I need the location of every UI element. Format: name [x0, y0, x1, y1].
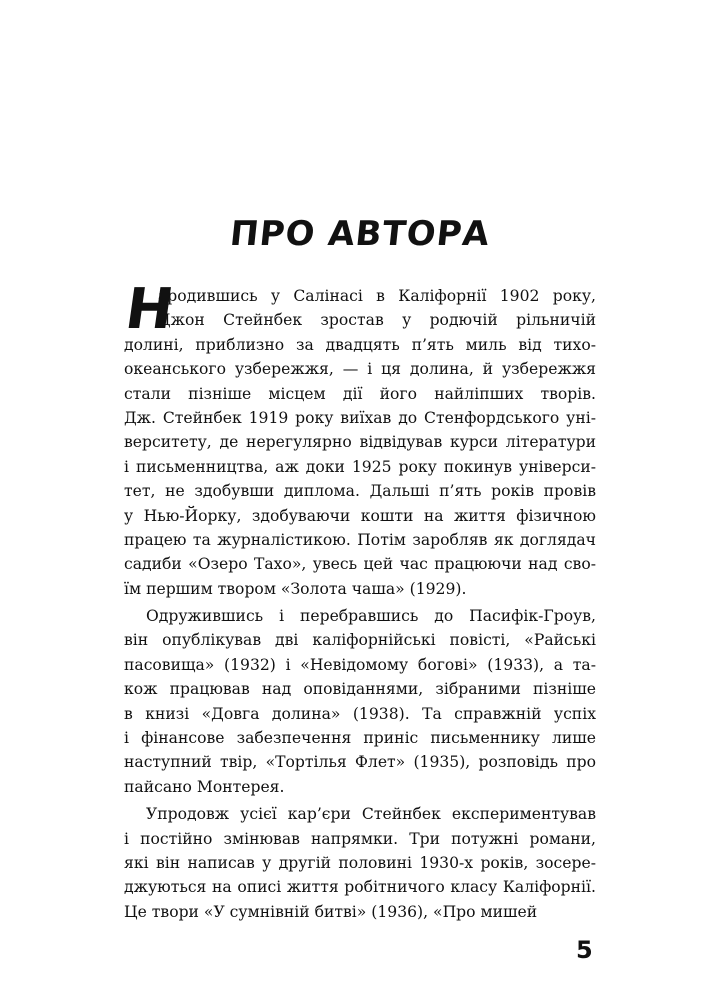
drop-cap: Н [121, 277, 178, 342]
text-line: які він написав у другій половині 1930-х років, зосере- [124, 853, 596, 872]
text-line: долині, приблизно за двадцять п’ять миль від тихо- [124, 335, 596, 354]
text-line: ародившись у Салінасі в Каліфорнії 1902 року, [158, 287, 596, 305]
text-line: наступний твір, «Тортілья Флет» (1935), розповідь про [124, 753, 596, 772]
text-line: Джон Стейнбек зростав у родючій рільничій [158, 311, 596, 330]
section-heading: ПРО АВТОРА [228, 214, 492, 254]
text-line: і постійно змінював напрямки. Три потужні романи, [124, 829, 596, 848]
text-line: джуються на описі життя робітничого класу Каліфорнії. [124, 878, 596, 897]
text-line: в книзі «Довга долина» (1938). Та справжній успіх [124, 704, 596, 723]
text-line: стали пізніше місцем дії його найліпших творів. [124, 384, 596, 403]
body-text [121, 277, 596, 924]
page-number: 5 [576, 936, 593, 964]
text-line: працею та журналістикою. Потім заробляв як доглядач [124, 530, 596, 549]
text-line: верситету, де нерегулярно відвідував курси літератури [124, 433, 596, 452]
text-line: пайсано Монтерея. [124, 777, 285, 796]
text-line: і письменництва, аж доки 1925 року покинув універси- [124, 457, 596, 476]
text-line: їм першим твором «Золота чаша» (1929). [124, 579, 467, 598]
text-line: Одружившись і перебравшись до Пасифік-Гроув, [146, 607, 596, 626]
text-line: він опублікував дві каліфорнійські повісті, «Райські [124, 631, 596, 650]
text-line: Упродовж усієї кар’єри Стейнбек експериментував [146, 805, 596, 824]
text-line: у Нью-Йорку, здобуваючи кошти на життя фізичною [124, 506, 596, 525]
text-line: океанського узбережжя, — і ця долина, й узбережжя [124, 360, 596, 379]
text-line: пасовища» (1932) і «Невідомому богові» (1933), а та- [124, 655, 596, 674]
text-line: кож працював над оповіданнями, зібраними пізніше [124, 680, 596, 699]
text-line: Дж. Стейнбек 1919 року виїхав до Стенфордського уні- [124, 408, 596, 427]
text-line: садиби «Озеро Тахо», увесь цей час працюючи над сво- [124, 555, 596, 574]
text-line: і фінансове забезпечення приніс письменнику лише [124, 729, 596, 748]
text-line: тет, не здобувши диплома. Дальші п’ять років провів [124, 482, 596, 501]
text-line: Це твори «У сумнівній битві» (1936), «Про мишей [124, 902, 538, 921]
